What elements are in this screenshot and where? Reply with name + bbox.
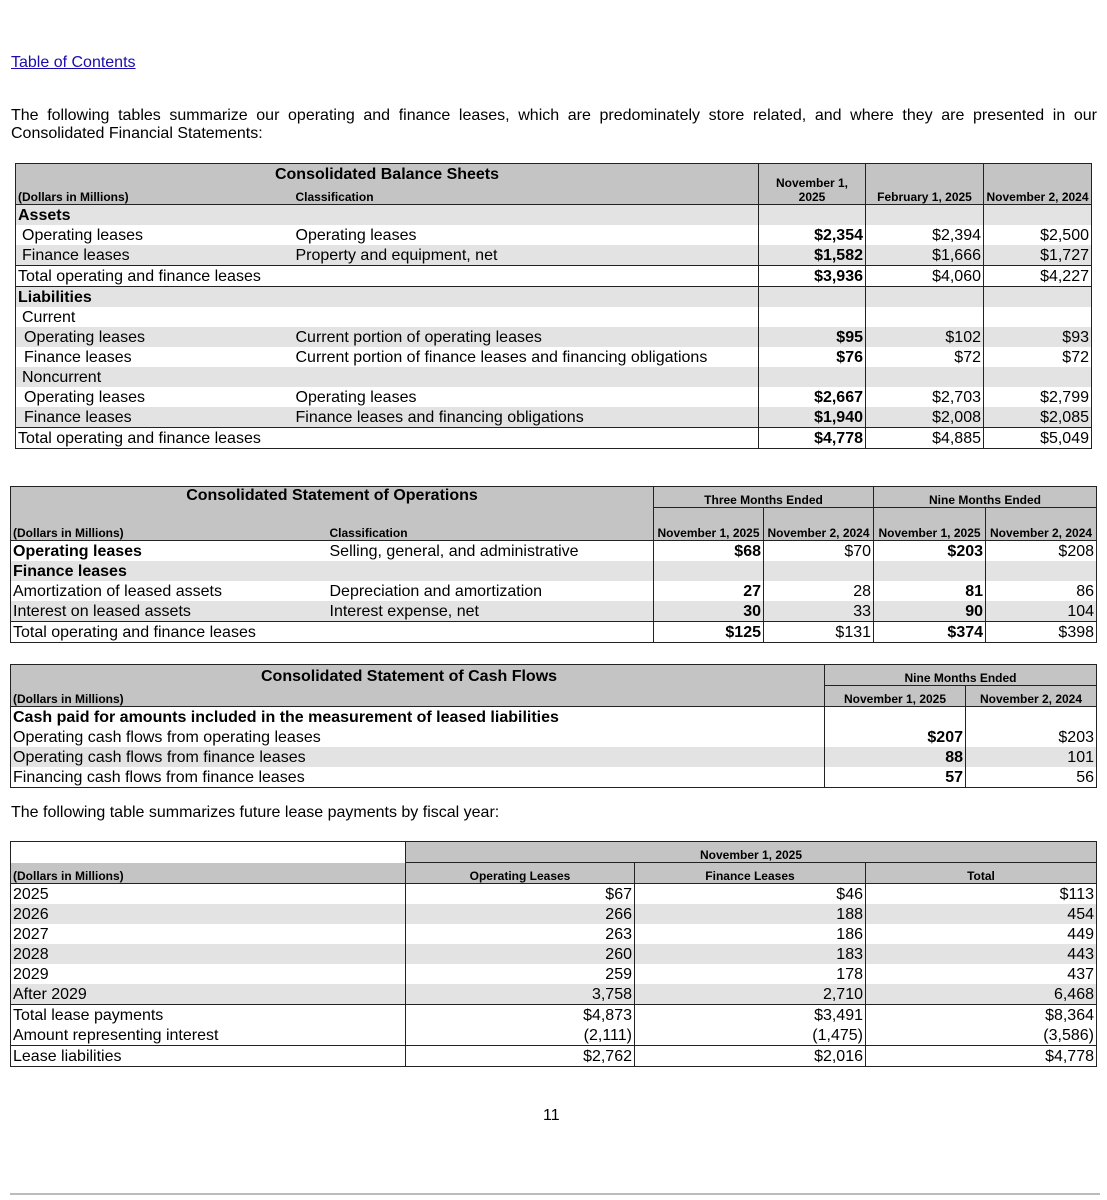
cell-value: $3,491 [635,1005,866,1026]
cell-value: 263 [406,924,635,944]
cell-value: $68 [654,540,764,561]
ops-col-classification: Classification [328,520,654,541]
cell-value: $374 [874,621,986,642]
table-of-contents-link[interactable]: Table of Contents [11,54,136,71]
row-label: Total operating and finance leases [11,621,328,642]
row-label: 2027 [11,924,406,944]
cell-value: $93 [1062,329,1089,346]
cell-value: $72 [1062,349,1089,366]
fut-col-finance: Finance Leases [635,863,866,884]
cf-col-2: November 2, 2024 [966,686,1097,707]
row-label: Operating leases [24,389,145,406]
cf-col-1: November 1, 2025 [825,686,966,707]
ops-finance-label: Finance leases [13,562,127,580]
table-row [11,747,1097,767]
cell-value: $203 [874,540,986,561]
row-label: Financing cash flows from finance leases [11,767,825,788]
table-row [11,944,1097,964]
cell-value: 104 [1067,602,1095,620]
ops-col-label: (Dollars in Millions) [11,520,328,541]
cell-value: $72 [866,347,984,367]
cell-value: $67 [406,884,635,905]
table-row [11,727,1097,747]
row-classification: Selling, general, and administrative [328,540,654,561]
cf-col-label: (Dollars in Millions) [11,686,825,707]
fut-group-date: November 1, 2025 [406,842,1097,863]
cell-value: 443 [1067,946,1094,963]
cell-value: 57 [825,767,966,788]
cell-value: $2,008 [866,407,984,428]
table-row [11,1025,1097,1046]
cell-value: $3,936 [759,266,866,287]
row-label: Operating leases [22,227,143,244]
ops-group-three-months: Three Months Ended [654,487,874,508]
cell-value: $2,394 [866,225,984,245]
cell-value: $1,727 [1040,247,1089,264]
row-label: Interest on leased assets [13,602,191,620]
cell-value: $1,582 [759,245,866,266]
cell-value: 88 [825,747,966,767]
intro-paragraph: The following tables summarize our operating and finance leases, which are predominately store related, and where they are presented in our Consolidated Financial Statements: [11,107,1097,142]
future-payments-table [10,841,1097,1067]
cell-value: 259 [406,964,635,984]
table-row [11,904,1097,924]
row-label: 2026 [11,904,406,924]
table-row [11,540,1097,561]
cell-value: 28 [764,581,874,601]
table-row [16,407,1092,428]
cell-value: $208 [986,540,1097,561]
cell-value: (1,475) [635,1025,866,1046]
cell-value: $46 [635,884,866,905]
table-row [11,964,1097,984]
table-row [16,327,1092,347]
table-row [16,225,1092,245]
cell-value: 33 [764,601,874,622]
ops-col-1: November 1, 2025 [654,508,764,541]
cell-value: 27 [654,581,764,601]
balance-sheet-title: Consolidated Balance Sheets [16,164,759,185]
table-row [11,601,1097,622]
cell-value: $4,885 [866,428,984,449]
cell-value: $4,778 [866,1046,1097,1067]
table-row [11,1005,1097,1026]
bs-col-feb-2025: February 1, 2025 [866,164,984,205]
cell-value: 178 [635,964,866,984]
row-label: Total lease payments [11,1005,406,1026]
bs-col-classification: Classification [294,184,759,205]
fut-col-total: Total [866,863,1097,884]
cell-value: 437 [1067,966,1094,983]
ops-col-4: November 2, 2024 [986,508,1097,541]
row-label: Finance leases [24,409,132,426]
cell-value: $95 [759,327,866,347]
row-label: Total operating and finance leases [16,428,294,449]
cell-value: $131 [764,621,874,642]
cell-value: $2,703 [866,387,984,407]
cell-value: (3,586) [1043,1027,1094,1044]
cell-value: $2,085 [1040,409,1089,426]
cell-value: 30 [654,601,764,622]
row-label: Total operating and finance leases [16,266,294,287]
cell-value: (2,111) [406,1025,635,1046]
table-row [16,245,1092,266]
cell-value: 86 [1076,582,1095,600]
table-row [11,581,1097,601]
cell-value: 6,468 [1053,986,1094,1003]
table-row [16,387,1092,407]
ops-col-2: November 2, 2024 [764,508,874,541]
cell-value: $4,227 [984,266,1092,287]
future-payments-intro: The following table summarizes future lease payments by fiscal year: [11,804,500,821]
row-classification: Operating leases [294,225,759,245]
row-label: 2025 [11,884,406,905]
cash-flows-title: Consolidated Statement of Cash Flows [11,665,825,686]
row-label: 2029 [11,964,406,984]
row-label: Operating cash flows from operating leases [11,727,825,747]
bs-col-label: (Dollars in Millions) [16,184,294,205]
cell-value: $102 [866,327,984,347]
cell-value: $4,873 [406,1005,635,1026]
row-label: 2028 [11,944,406,964]
row-label: Operating leases [24,329,145,346]
cell-value: 266 [406,904,635,924]
page-number: 11 [543,1107,560,1124]
cell-value: 260 [406,944,635,964]
row-label: Lease liabilities [11,1046,406,1067]
cell-value: $125 [654,621,764,642]
cell-value: 186 [635,924,866,944]
table-row [11,621,1097,642]
cell-value: $8,364 [866,1005,1097,1026]
row-label: Finance leases [24,349,132,366]
cell-value: $207 [825,727,966,747]
cell-value: $76 [759,347,866,367]
row-label: Operating leases [11,540,328,561]
operations-title: Consolidated Statement of Operations [11,487,654,520]
cell-value: $1,666 [866,245,984,266]
cell-value: 188 [635,904,866,924]
cell-value: 56 [1076,769,1094,786]
bs-col-nov-2024: November 2, 2024 [984,164,1092,205]
balance-sheet-table [15,163,1092,449]
cf-section-label: Cash paid for amounts included in the measurement of leased liabilities [11,707,825,728]
ops-group-nine-months: Nine Months Ended [874,487,1097,508]
row-label: Operating cash flows from finance leases [11,747,825,767]
table-row [16,428,1092,449]
row-classification: Current portion of operating leases [294,327,759,347]
cell-value: $4,778 [759,428,866,449]
ops-col-3: November 1, 2025 [874,508,986,541]
table-row [11,984,1097,1005]
cell-value: $2,016 [635,1046,866,1067]
cf-group-nine-months: Nine Months Ended [825,665,1097,686]
table-row [11,884,1097,905]
cell-value: 454 [1067,906,1094,923]
row-classification: Current portion of finance leases and financing obligations [294,347,759,367]
cell-value: $113 [866,884,1097,905]
table-row [16,347,1092,367]
cell-value: $4,060 [866,266,984,287]
cell-value: 81 [874,581,986,601]
fut-col-operating: Operating Leases [406,863,635,884]
table-row [11,924,1097,944]
bs-noncurrent-label: Noncurrent [22,369,102,386]
fut-col-label: (Dollars in Millions) [11,863,406,884]
cell-value: 90 [874,601,986,622]
row-label: Finance leases [22,247,130,264]
row-label: Amortization of leased assets [13,582,222,600]
cash-flows-table [10,664,1097,788]
cell-value: $2,500 [1040,227,1089,244]
cell-value: $203 [1058,729,1094,746]
cell-value: $2,762 [406,1046,635,1067]
cell-value: 2,710 [635,984,866,1005]
table-row [11,1046,1097,1067]
cell-value: $398 [986,621,1097,642]
bs-current-label: Current [22,309,76,326]
row-label: After 2029 [11,984,406,1005]
row-classification: Property and equipment, net [294,245,759,266]
cell-value: $2,667 [759,387,866,407]
cell-value: $1,940 [759,407,866,428]
cell-value: $5,049 [984,428,1092,449]
cell-value: 101 [1067,749,1094,766]
cell-value: $2,354 [759,225,866,245]
row-classification: Finance leases and financing obligations [294,407,759,428]
cell-value: 3,758 [406,984,635,1005]
cell-value: 449 [1067,926,1094,943]
operations-table [10,486,1097,643]
table-row [11,767,1097,788]
row-label: Amount representing interest [11,1025,406,1046]
row-classification: Operating leases [294,387,759,407]
row-classification: Depreciation and amortization [328,581,654,601]
row-classification: Interest expense, net [328,601,654,622]
table-row [16,266,1092,287]
bs-assets-label: Assets [16,205,294,226]
cell-value: $2,799 [1040,389,1089,406]
page-bottom-divider [10,1193,1100,1195]
bs-liabilities-label: Liabilities [18,289,92,306]
bs-col-nov-2025: November 1, 2025 [759,164,866,205]
cell-value: 183 [635,944,866,964]
cell-value: $70 [764,540,874,561]
